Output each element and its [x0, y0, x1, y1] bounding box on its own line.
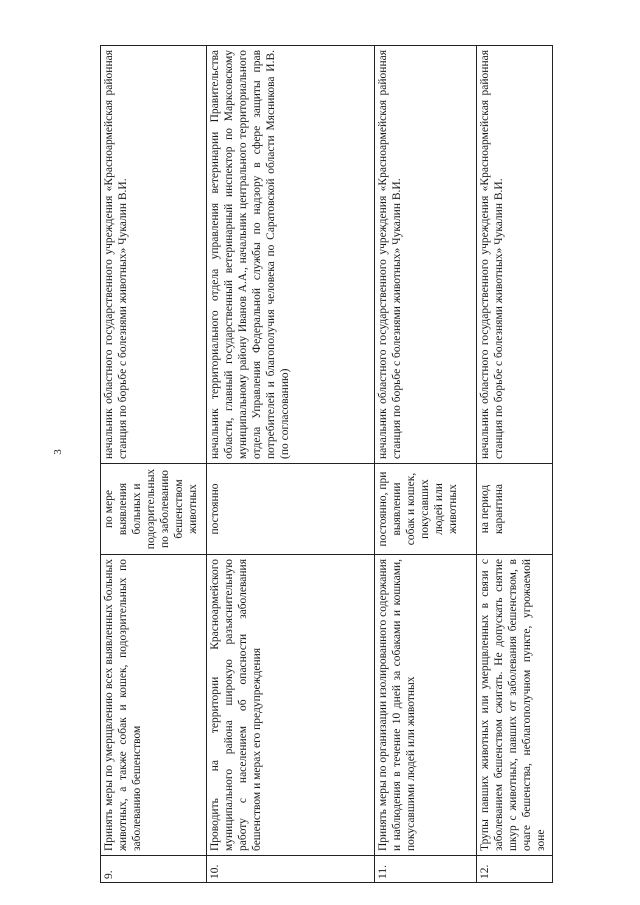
term-cell: постоянно [207, 464, 375, 555]
measure-cell: Принять меры по организации изолированного содержания и наблюдения в течение 10 дней за собаками и кошками, покусавшими людей или животных [375, 555, 477, 856]
row-number: 10. [207, 856, 375, 883]
table-row [375, 46, 477, 883]
table-row [101, 46, 207, 883]
responsible-cell: начальник территориального отдела управления ветеринарии Правительства области, главный государственный ветеринарный инспектор по Марксовскому муниципальному району Иванов А.А., начальник центрального территориального отдела Управления Федеральной службы по надзору в сфере защиты прав потребителей и благополучия человека по Саратовской области Мясникова И.В. (по согласованию) [207, 46, 375, 464]
term-cell: постоянно, при выявлении собак и кошек, покусавших людей или животных [375, 464, 477, 555]
responsible-cell: начальник областного государственного учреждения «Красноармейская районная станция по борьбе с болезнями животных» Чукалин В.И. [477, 46, 553, 464]
measures-table [100, 45, 553, 883]
table-row [207, 46, 375, 883]
row-number: 12. [477, 856, 553, 883]
row-number: 11. [375, 856, 477, 883]
page-number: 3 [51, 449, 64, 455]
responsible-cell: начальник областного государственного учреждения «Красноармейская районная станция по борьбе с болезнями животных» Чукалин В.И. [375, 46, 477, 464]
measures-table-wrapper [100, 45, 552, 883]
term-cell: по мере выявления больных и подозрительных по заболеванию бешенством животных [101, 464, 207, 555]
measure-cell: Принять меры по умерщвлению всех выявленных больных животных, а также собак и кошек, подозрительных по заболеванию бешенством [101, 555, 207, 856]
measure-cell: Проводить на территории Красноармейского муниципального района широкую разъяснительную работу с населением об опасности заболевания бешенством и мерах его предупреждения [207, 555, 375, 856]
term-cell: на период карантина [477, 464, 553, 555]
table-row [477, 46, 553, 883]
measure-cell: Трупы павших животных или умерщвленных в связи с заболеванием бешенством сжигать. Не допускать снятие шкур с животных, павших от заболевания бешенством, в очаге бешенства, неблагополучном пункте, угрожаемой зоне [477, 555, 553, 856]
row-number: 9. [101, 856, 207, 883]
responsible-cell: начальник областного государственного учреждения «Красноармейская районная станция по борьбе с болезнями животных» Чукалин В.И. [101, 46, 207, 464]
